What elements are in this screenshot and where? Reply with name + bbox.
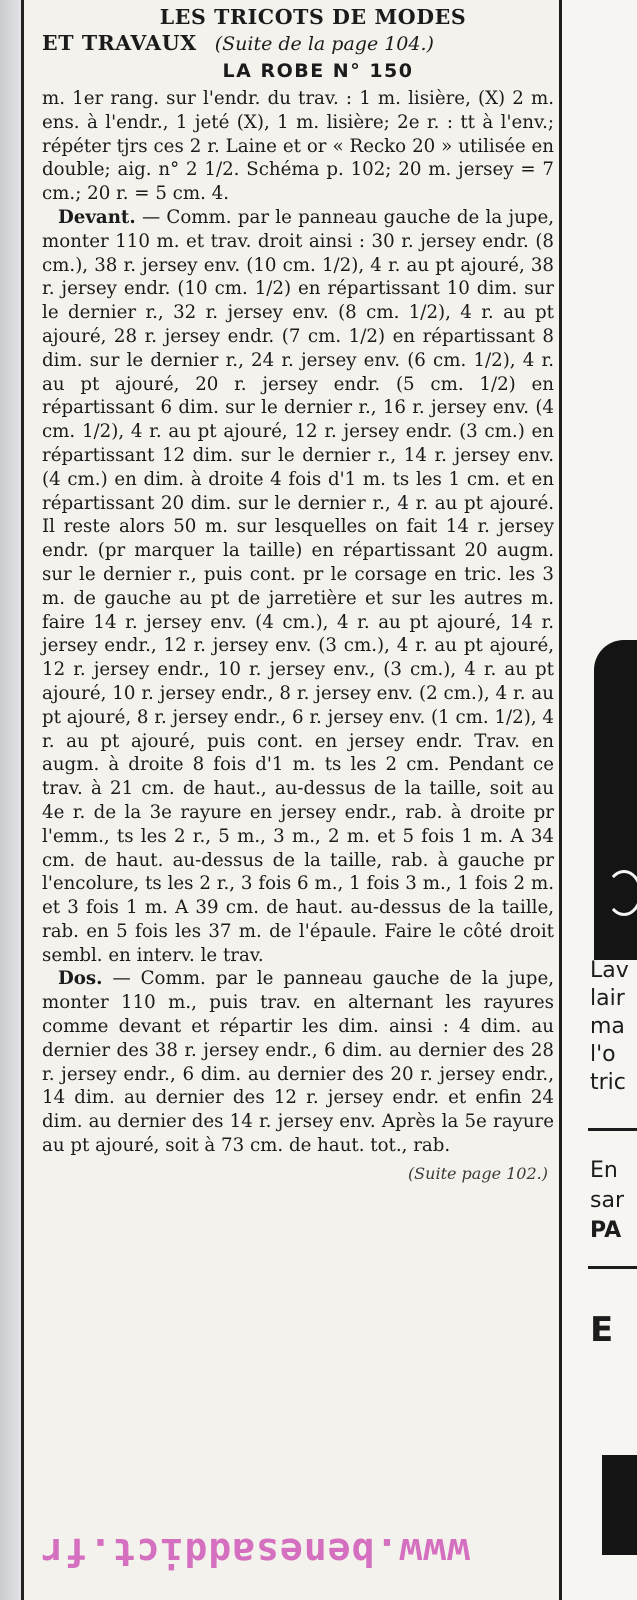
article [42, 4, 554, 1186]
adjacent-word-8: PA [590, 1218, 622, 1243]
adjacent-rule-2 [588, 1266, 637, 1269]
dos-paragraph [42, 967, 554, 1157]
dos-heading: Dos. [58, 968, 103, 990]
adjacent-word-3: ma [590, 1014, 625, 1039]
adjacent-word-2: lair [590, 986, 625, 1011]
adjacent-photo-detail [606, 870, 637, 916]
adjacent-rule-1 [588, 1128, 637, 1131]
adjacent-word-9: E [590, 1310, 614, 1350]
pattern-title: LA ROBE N° 150 [222, 60, 414, 82]
header-line-2 [42, 30, 554, 57]
devant-paragraph [42, 206, 554, 968]
adjacent-column [562, 0, 637, 1600]
adjacent-photo [594, 640, 637, 960]
adjacent-word-1: Lav [590, 958, 629, 983]
dos-text: — Comm. par le panneau gauche de la jupe, monter 110 m., puis trav. en alternant les rayures comme devant et répartir les dim. ainsi : 4 dim. au dernier des 38 r. jersey endr., 6 dim. au dernier des 28 r. jersey endr., 6 dim. au dernier des 20 r. jersey endr., 14 dim. au dernier des 12 r. jersey endr. et enfin 24 dim. au dernier des 14 r. jersey env. Après la 5e rayure au pt ajouré, soit à 73 cm. de haut. tot., rab. [42, 968, 554, 1157]
devant-text: — Comm. par le panneau gauche de la jupe, monter 110 m. et trav. droit ainsi : 30 r. jersey endr. (8 cm.), 38 r. jersey env. (10 cm. 1/2), 4 r. au pt ajouré, 38 r. jersey endr. (10 cm. 1/2) en répartissant 10 dim. sur le dernier r., 32 r. jersey env. (8 cm. 1/2), 4 r. au pt ajouré, 28 r. jersey endr. (7 cm. 1/2) en répartissant 8 dim. sur le dernier r., 24 r. jersey env. (6 cm. 1/2), 4 r. au pt ajouré, 20 r. jersey endr. (5 cm. 1/2) en répartissant 6 dim. sur le dernier r., 16 r. jersey env. (4 cm. 1/2), 4 r. au pt ajouré, 12 r. jersey endr. (3 cm.) en répartissant 12 dim. sur le dernier r., 14 r. jersey env. (4 cm.) en dim. à droite 4 fois d'1 m. ts les 1 cm. et en répartissant 20 dim. sur le dernier r., 4 r. au pt ajouré. Il reste alors 50 m. sur lesquelles on fait 14 r. jersey endr. (pr marquer la taille) en répartissant 20 augm. sur le dernier r., puis cont. pr le corsage en tric. les 3 m. de gauche au pt de jarretière et sur les autres m. faire 14 r. jersey env. (4 cm.), 4 r. au pt ajouré, 14 r. jersey endr., 12 r. jersey env. (3 cm.), 4 r. au pt ajouré, 12 r. jersey endr., 10 r. jersey env., (3 cm.), 4 r. au pt ajouré, 10 r. jersey endr., 8 r. jersey env. (2 cm.), 4 r. au pt ajouré, 8 r. jersey endr., 6 r. jersey env. (1 cm. 1/2), 4 r. au pt ajouré, puis cont. en jersey endr. Trav. en augm. à droite 8 fois d'1 m. ts les 2 cm. Pendant ce trav. à 21 cm. de haut., au-dessus de la taille, soit au 4e r. de la 3e rayure en jersey endr., rab. à droite pr l'emm., ts les 2 r., 5 m., 3 m., 2 m. et 5 fois 1 m. A 34 cm. de haut. au-dessus de la taille, rab. à gauche pr l'encolure, ts les 2 r., 3 fois 6 m., 1 fois 3 m., 1 fois 2 m. et 3 fois 1 m. A 39 cm. de haut. au-dessus de la taille, rab. en 5 fois les 37 m. de l'épaule. Faire le côté droit sembl. en interv. le trav. [42, 206, 554, 966]
header-line-1: LES TRICOTS DE MODES [159, 5, 467, 29]
intro-paragraph: m. 1er rang. sur l'endr. du trav. : 1 m. lisière, (X) 2 m. ens. à l'endr., 1 jeté (X), 1 m. lisière; 2e r. : tt à l'env.; répéter tjrs ces 2 r. Laine et or « Recko 20 » utilisée en double; aig. n° 2 1/2. Schéma p. 102; 20 m. jersey = 7 cm.; 20 r. = 5 cm. 4. [42, 88, 554, 205]
adjacent-word-6: En [590, 1158, 618, 1183]
adjacent-dark-block [602, 1455, 637, 1555]
adjacent-word-7: sar [590, 1188, 624, 1213]
adjacent-word-4: l'o [590, 1042, 616, 1067]
article-body [42, 87, 554, 1186]
continued-on-note: (Suite page 102.) [407, 1163, 548, 1183]
devant-heading: Devant. [58, 206, 136, 228]
adjacent-word-5: tric [590, 1070, 626, 1095]
watermark: www.benesaddict.fr [40, 1530, 470, 1574]
header-line-2-title: ET TRAVAUX [42, 31, 197, 55]
continued-from-note: (Suite de la page 104.) [214, 33, 434, 55]
